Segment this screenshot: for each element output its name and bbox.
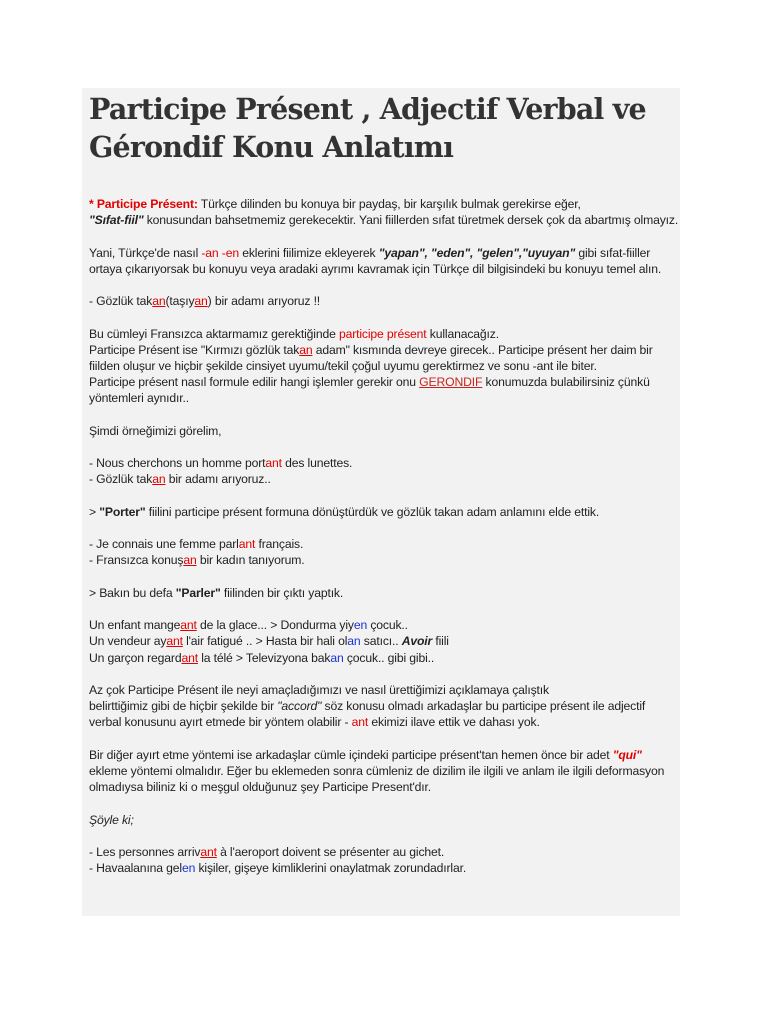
- suffix-highlight: an: [152, 294, 166, 309]
- term-sifat-fiil: "Sıfat-fiil": [89, 213, 144, 228]
- text: konusundan bahsetmemiz gerekecektir. Yani fiillerden sıfat türetmek dersek çok da abartmış olmayız.: [143, 213, 679, 228]
- verb-parler: "Parler": [175, 585, 221, 600]
- text: - Fransızca konuş: [89, 553, 184, 568]
- paragraph-turkish-suffixes: [89, 245, 679, 277]
- text: Un garçon regard: [89, 650, 182, 665]
- text: Türkçe dilinden bu konuya bir paydaş, bir karşılık bulmak gerekirse eğer,: [197, 197, 581, 211]
- paragraph-summary: [89, 682, 679, 731]
- example-words: "yapan", "eden", "gelen","uyuyan": [378, 245, 576, 260]
- text: Un enfant mange: [89, 618, 181, 633]
- text: (taşıy: [165, 294, 195, 309]
- paragraph-qui-method: [89, 747, 679, 796]
- example-block: [89, 844, 679, 876]
- gerondif-link[interactable]: GERONDIF: [419, 375, 483, 390]
- suffix-highlight-blue: en: [353, 618, 368, 633]
- text: belirttiğimiz gibi de hiçbir şekilde bir: [89, 699, 278, 714]
- text: satıcı..: [360, 634, 402, 649]
- qui-term: "qui": [612, 747, 642, 762]
- text: fiili: [432, 634, 449, 649]
- participe-present-lead: * Participe Présent:: [89, 197, 198, 211]
- suffix-highlight: an: [183, 553, 197, 568]
- example-block: [89, 455, 679, 487]
- verb-avoir: Avoir: [401, 634, 433, 649]
- text: Participe Présent ise "Kırmızı gözlük tak: [89, 342, 300, 357]
- text: ) bir adamı arıyoruz !!: [207, 294, 321, 309]
- text: Participe présent nasıl formule edilir hangi işlemler gerekir onu: [89, 375, 420, 390]
- paragraph-soyle-ki: Şöyle ki;: [89, 812, 134, 827]
- explanation-line: [89, 585, 679, 601]
- text: gibi sıfat-fiiller ortaya çıkarıyorsak bu konuyu veya aradaki ayrımı kavramak için Türkçe dil bilgisindeki bu konuyu temel alın.: [89, 245, 662, 276]
- text: à l'aeroport doivent se présenter au gichet.: [216, 844, 445, 859]
- suffix-highlight-blue: an: [347, 634, 361, 649]
- text: Un vendeur ay: [89, 634, 167, 649]
- example-block: [89, 617, 679, 666]
- suffix-highlight: ant: [200, 844, 217, 859]
- paragraph-participe-definition: [89, 196, 679, 228]
- example-line: [89, 293, 679, 309]
- text: français.: [255, 537, 304, 552]
- suffix-highlight: an: [194, 294, 208, 309]
- suffix-highlight-blue: an: [330, 650, 344, 665]
- text: la télé > Televizyona bak: [197, 650, 331, 665]
- text: kişiler, gişeye kimliklerini onaylatmak zorundadırlar.: [195, 861, 467, 876]
- suffix-highlight-blue: en: [181, 861, 196, 876]
- text: ekleme yöntemi olmalıdır. Eğer bu eklemeden sonra cümleniz de dizilim ile ilgili ve anlam ile ilgili deformasyon olmadıysa biliniz ki o meşgul olduğunuz şey Participe Present'dır.: [89, 763, 665, 795]
- text: konumuzda bulabilirsiniz çünkü yöntemleri aynıdır..: [89, 375, 650, 406]
- text: bir adamı arıyoruz..: [165, 472, 271, 487]
- suffix-highlight: ant: [265, 456, 282, 471]
- suffix-highlight: an: [152, 472, 166, 487]
- explanation-line: [89, 504, 679, 520]
- suffix-highlight: ant: [166, 634, 183, 649]
- text: Bir diğer ayırt etme yöntemi ise arkadaşlar cümle içindeki participe présent'tan hemen önce bir adet: [89, 747, 613, 762]
- suffix-highlight: ant: [238, 537, 256, 552]
- example-block: [89, 536, 679, 568]
- text: Yani, Türkçe'de nasıl: [89, 245, 202, 260]
- text: - Havaalanına gel: [89, 861, 182, 876]
- participe-present-highlight: participe présent: [338, 326, 427, 341]
- text: > Bakın bu defa: [89, 585, 176, 600]
- text: - Je connais une femme parl: [89, 537, 239, 552]
- text: de la glace... > Dondurma yiy: [196, 618, 354, 633]
- suffix-highlight: ant: [180, 618, 197, 633]
- text: >: [89, 504, 100, 519]
- suffix-highlight: an: [299, 342, 313, 357]
- text: Bu cümleyi Fransızca aktarmamız gerektiğinde: [89, 326, 339, 341]
- text: fiilini participe présent formuna dönüştürdük ve gözlük takan adam anlamını elde ettik.: [145, 504, 600, 519]
- accord-term: "accord": [277, 699, 322, 714]
- text: - Gözlük tak: [89, 472, 153, 487]
- text: des lunettes.: [281, 456, 353, 471]
- text: l'air fatigué .. > Hasta bir hali ol: [182, 634, 348, 649]
- text: fiilinden bir çıktı yaptık.: [220, 585, 344, 600]
- paragraph-intro-examples: Şimdi örneğimizi görelim,: [89, 423, 222, 438]
- text: ekimizi ilave ettik ve dahası yok.: [368, 715, 540, 730]
- text: kullanacağız.: [426, 326, 499, 341]
- page-title: Participe Présent , Adjectif Verbal ve Gérondif Konu Anlatımı: [89, 92, 646, 164]
- text: - Gözlük tak: [89, 294, 153, 309]
- text: Az çok Participe Présent ile neyi amaçladığımızı ve nasıl ürettiğimizi açıklamaya çalıştık: [89, 682, 549, 697]
- verb-porter: "Porter": [99, 504, 146, 519]
- text: adam" kısmında devreye girecek.. Participe présent her daim bir fiilden oluşur ve hiçbir şekilde cinsiyet uyumu/tekil çoğul uyumu gerektirmez ve sonu -ant ile biter.: [89, 342, 653, 373]
- text: söz konusu olmadı arkadaşlar bu participe présent ile adjectif verbal konusunu ayırt etmede bir yöntem olabilir -: [89, 699, 646, 730]
- article-body: [89, 196, 679, 893]
- suffix-highlight: ant: [181, 650, 198, 665]
- suffix-highlight: -an -en: [201, 245, 239, 260]
- suffix-highlight: ant: [351, 715, 369, 730]
- text: - Les personnes arriv: [89, 844, 201, 859]
- text: çocuk..: [367, 618, 408, 633]
- text: çocuk.. gibi gibi..: [343, 650, 435, 665]
- text: eklerini fiilimize ekleyerek: [238, 245, 379, 260]
- text: bir kadın tanıyorum.: [196, 553, 305, 568]
- text: - Nous cherchons un homme port: [89, 456, 266, 471]
- paragraph-french-usage: [89, 326, 679, 407]
